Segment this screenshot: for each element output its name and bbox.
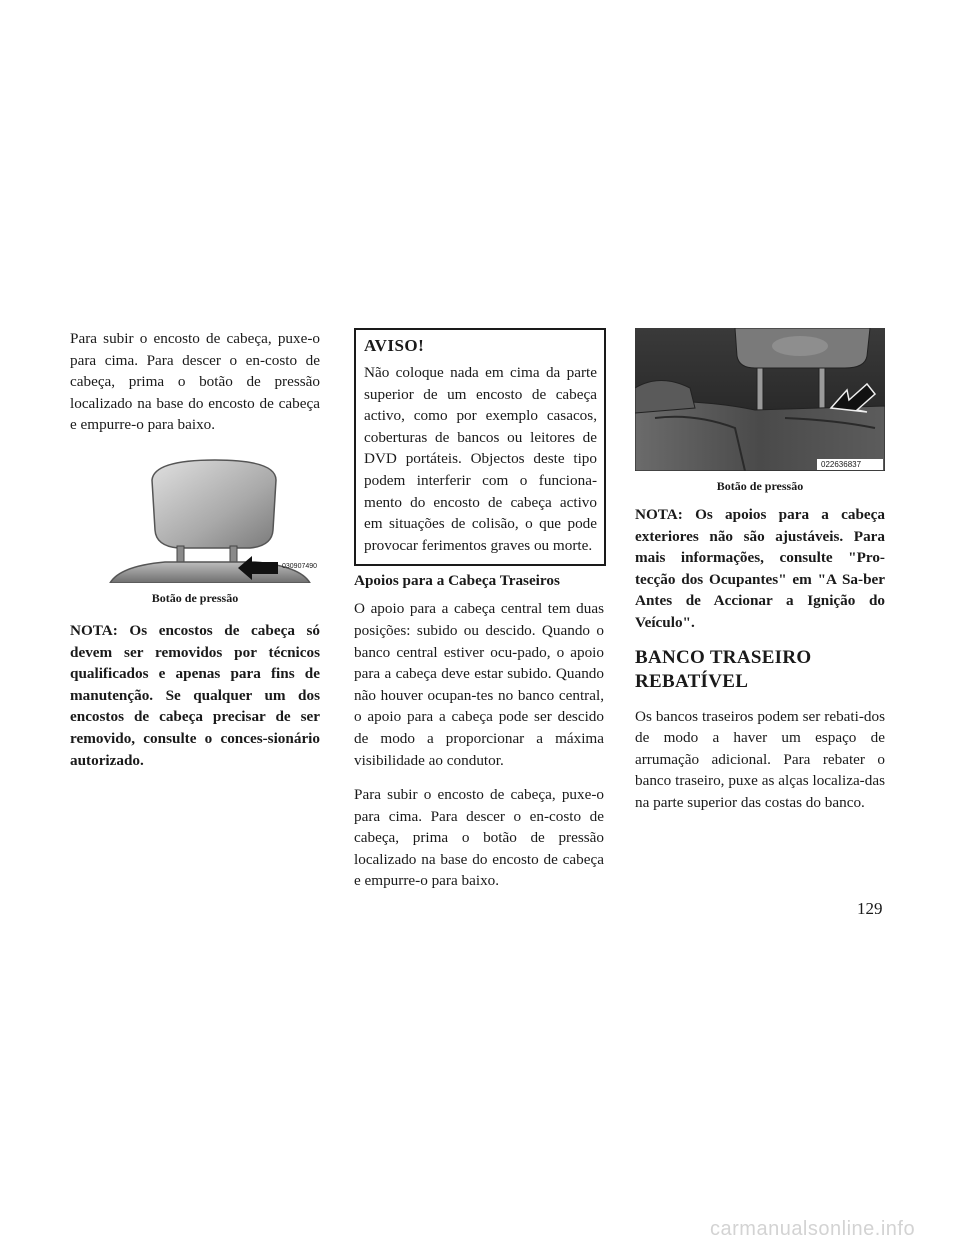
page-number: 129 xyxy=(857,899,883,918)
column-right xyxy=(635,328,885,814)
warning-text: Não coloque nada em cima da parte superior de um encosto de cabeça activo, como por exemplo casacos, coberturas de bancos ou leitores de DVD portáteis. Objectos deste tipo podem interferir com o funciona-mento do encosto de cabeça activo em situações de colisão, o que pode provocar ferimentos graves ou morte. xyxy=(364,364,597,554)
rear-headrest-figure xyxy=(635,328,885,476)
paragraph-raise-headrest: Para subir o encosto de cabeça, puxe-o para cima. Para descer o en-costo de cabeça, prima o botão de pressão localizado na base do encosto de cabeça e empurre-o para baixo. xyxy=(70,330,320,434)
paragraph-raise-headrest-2: Para subir o encosto de cabeça, puxe-o para cima. Para descer o en-costo de cabeça, prima o botão de pressão localizado na base do encosto de cabeça e empurre-o para baixo. xyxy=(354,786,604,890)
figure-caption: Botão de pressão xyxy=(151,590,239,605)
section-heading-line2: REBATÍVEL xyxy=(635,670,749,692)
figure-code: 022636837 xyxy=(821,460,862,469)
warning-title: AVISO! xyxy=(364,336,425,355)
figure-code: 030907490 xyxy=(282,562,318,570)
watermark: carmanualsonline.info xyxy=(710,1218,916,1240)
section-heading-line1: BANCO TRASEIRO xyxy=(635,646,812,668)
paragraph-fold-rear-seat: Os bancos traseiros podem ser rebati-dos de modo a haver um espaço de arrumação adicional. Para rebater o banco traseiro, puxe as alças localiza-das na parte superior das costas do banco. xyxy=(635,707,885,811)
rear-headrest-photo xyxy=(635,328,885,471)
figure-caption: Botão de pressão xyxy=(716,479,804,493)
section-subheading: Apoios para a Cabeça Traseiros xyxy=(354,572,560,590)
column-middle xyxy=(354,328,604,892)
warning-box xyxy=(354,328,606,566)
note-outer-headrests: NOTA: Os apoios para a cabeça exteriores não são ajustáveis. Para mais informações, consulte "Pro-tecção dos Ocupantes" em "A Sa-ber Antes de Accionar a Ignição do Veículo". xyxy=(635,506,885,631)
paragraph-rear-headrests: O apoio para a cabeça central tem duas posições: subido ou descido. Quando o banco central estiver ocu-pado, o apoio para a cabeça deve estar subido. Quando não houver ocupan-tes no banco central, o apoio para a cabeça pode ser descido de modo a proporcionar a máxima visibilidade ao condutor. xyxy=(354,600,604,769)
section-heading xyxy=(635,646,885,694)
note-headrest-removal: NOTA: Os encostos de cabeça só devem ser removidos por técnicos qualificados e apenas para fins de manutenção. Se qualquer um dos encostos de cabeça precisar de ser removido, consulte o conces-sionário autorizado. xyxy=(70,621,320,769)
column-left xyxy=(70,328,320,771)
front-headrest-figure xyxy=(70,458,320,588)
